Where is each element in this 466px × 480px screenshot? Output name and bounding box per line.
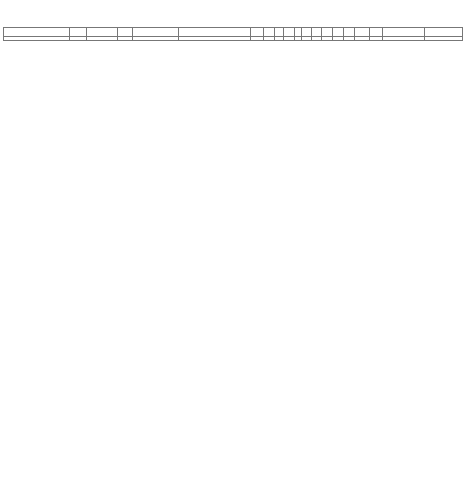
column-header — [250, 28, 263, 37]
column-subheader — [343, 37, 354, 41]
column-header — [321, 28, 332, 37]
column-header — [354, 28, 369, 37]
column-subheader — [87, 37, 118, 41]
column-header — [274, 28, 283, 37]
column-subheader — [332, 37, 343, 41]
column-subheader — [283, 37, 294, 41]
column-subheader — [294, 37, 302, 41]
column-subheader — [424, 37, 462, 41]
column-header — [424, 28, 462, 37]
payroll-table — [3, 27, 463, 41]
column-header — [178, 28, 250, 37]
table-header — [4, 28, 463, 41]
column-header — [383, 28, 425, 37]
column-header — [294, 28, 302, 37]
column-header — [283, 28, 294, 37]
column-header — [302, 28, 312, 37]
column-subheader — [117, 37, 132, 41]
column-subheader — [302, 37, 312, 41]
column-header — [332, 28, 343, 37]
column-subheader — [321, 37, 332, 41]
column-header — [370, 28, 383, 37]
column-subheader — [69, 37, 86, 41]
column-subheader — [178, 37, 250, 41]
column-header — [69, 28, 86, 37]
column-header — [264, 28, 275, 37]
column-subheader — [250, 37, 263, 41]
column-header — [117, 28, 132, 37]
column-header — [312, 28, 322, 37]
column-header — [4, 28, 70, 37]
column-header — [343, 28, 354, 37]
column-subheader — [312, 37, 322, 41]
column-header — [87, 28, 118, 37]
column-header — [132, 28, 178, 37]
column-subheader — [370, 37, 383, 41]
column-subheader — [264, 37, 275, 41]
column-subheader — [274, 37, 283, 41]
column-subheader — [354, 37, 369, 41]
column-subheader — [383, 37, 425, 41]
column-subheader — [4, 37, 70, 41]
column-subheader — [132, 37, 178, 41]
